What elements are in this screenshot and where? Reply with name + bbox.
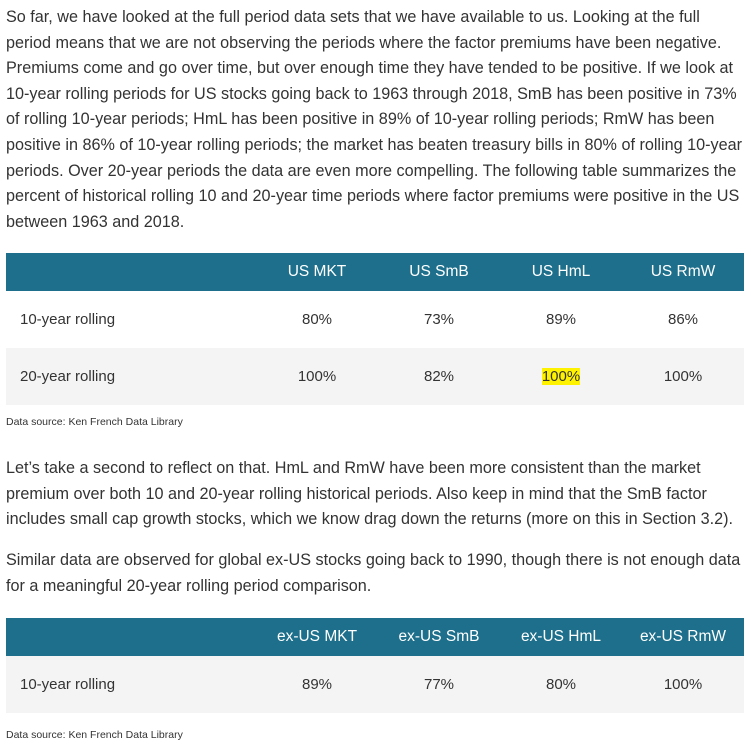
table-cell: 100% — [622, 656, 744, 713]
intro-paragraph: So far, we have looked at the full period data sets that we have available to us. Looking at the full period means that we are not observing the periods where the factor premiums have been negative. Premiums come and go over time, but over enough time they have tended to be positive. If we look at 10-year rolling periods for US stocks going back to 1963 through 2018, SmB has been positive in 73% of rolling 10-year periods; HmL has been positive in 89% of 10-year rolling periods; RmW has been positive in 86% of 10-year rolling periods; the market has beaten treasury bills in 80% of rolling 10-year periods. Over 20-year periods the data are even more compelling. The following table summarizes the percent of historical rolling 10 and 20-year time periods where factor premiums were positive in the US between 1963 and 2018. — [6, 8, 743, 231]
row-label: 10-year rolling — [6, 656, 256, 713]
table-header-exus-mkt: ex-US MKT — [256, 618, 378, 656]
table-header-row — [6, 253, 744, 291]
reflection-paragraph: Let’s take a second to reflect on that. HmL and RmW have been more consistent than the market premium over both 10 and 20-year rolling historical periods. Also keep in mind that the SmB factor includes small cap growth stocks, which we know drag down the returns (more on this in Section 3.2). — [6, 459, 733, 529]
table-cell: 77% — [378, 656, 500, 713]
table-cell: 89% — [500, 291, 622, 348]
row-label: 10-year rolling — [6, 291, 256, 348]
us-factor-table — [6, 253, 744, 405]
table-row — [6, 348, 744, 405]
table-header-exus-smb: ex-US SmB — [378, 618, 500, 656]
table-header-row — [6, 618, 744, 656]
highlight-mark: 100% — [541, 368, 581, 385]
table-header-exus-hml: ex-US HmL — [500, 618, 622, 656]
table-header-exus-rmw: ex-US RmW — [622, 618, 744, 656]
table-cell: 100% — [622, 348, 744, 405]
data-source-note: Data source: Ken French Data Library — [6, 416, 183, 428]
table-cell: 89% — [256, 656, 378, 713]
table-cell: 82% — [378, 348, 500, 405]
table-header-us-smb: US SmB — [378, 253, 500, 291]
data-source-note: Data source: Ken French Data Library — [6, 729, 183, 741]
global-paragraph: Similar data are observed for global ex-US stocks going back to 1990, though there is not enough data for a meaningful 20-year rolling period comparison. — [6, 551, 741, 595]
table-header-us-rmw: US RmW — [622, 253, 744, 291]
table-cell: 86% — [622, 291, 744, 348]
table-cell-highlighted — [500, 348, 622, 405]
table-cell: 80% — [256, 291, 378, 348]
table-header-cell — [6, 618, 256, 656]
exus-factor-table — [6, 618, 744, 713]
table-row — [6, 656, 744, 713]
table-header-us-hml: US HmL — [500, 253, 622, 291]
row-label: 20-year rolling — [6, 348, 256, 405]
table-cell: 100% — [256, 348, 378, 405]
table-cell: 80% — [500, 656, 622, 713]
table-header-cell — [6, 253, 256, 291]
table-header-us-mkt: US MKT — [256, 253, 378, 291]
table-cell: 73% — [378, 291, 500, 348]
table-row — [6, 291, 744, 348]
